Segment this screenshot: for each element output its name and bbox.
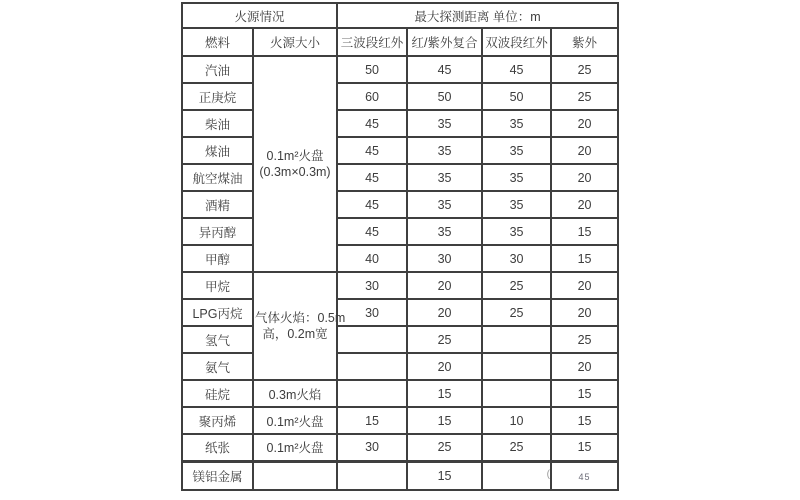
value-cell: 25 — [551, 326, 618, 353]
header-distance-group: 最大探测距离 单位：m — [337, 3, 618, 28]
value-cell: 35 — [482, 191, 551, 218]
table-row — [182, 83, 618, 110]
value-cell: 40 — [337, 245, 407, 272]
value-cell: 45 — [337, 110, 407, 137]
fuel-cell: 硅烷 — [182, 380, 253, 407]
value-cell: 15 — [407, 407, 482, 434]
col-header-fire-size: 火源大小 — [253, 28, 337, 56]
value-cell: 15 — [551, 218, 618, 245]
table-row — [182, 272, 618, 299]
value-cell: 30 — [337, 434, 407, 461]
pan-fire-line2: (0.3m×0.3m) — [259, 165, 331, 179]
value-cell: 20 — [551, 299, 618, 326]
table-row — [182, 353, 618, 380]
table-row — [182, 407, 618, 434]
value-cell: 15 — [337, 407, 407, 434]
value-cell: 45 — [337, 191, 407, 218]
fuel-cell: 镁铝金属 — [182, 461, 253, 490]
value-cell: 25 — [407, 326, 482, 353]
table-row — [182, 56, 618, 83]
value-cell: 35 — [407, 137, 482, 164]
fire-detection-table — [181, 2, 619, 491]
fuel-cell: 柴油 — [182, 110, 253, 137]
table-row — [182, 218, 618, 245]
table-row — [182, 110, 618, 137]
table-row — [182, 434, 618, 461]
fuel-cell: 酒精 — [182, 191, 253, 218]
table-row — [182, 164, 618, 191]
value-cell — [337, 353, 407, 380]
value-cell: 25 — [482, 299, 551, 326]
value-cell: 30 — [407, 245, 482, 272]
value-cell — [551, 461, 618, 490]
gas-flame-line1: 气体火焰：0.5m — [255, 311, 346, 325]
value-cell — [337, 326, 407, 353]
value-cell: 50 — [482, 83, 551, 110]
table-row — [182, 191, 618, 218]
value-cell: 20 — [551, 272, 618, 299]
value-cell: 60 — [337, 83, 407, 110]
value-cell: 15 — [551, 434, 618, 461]
fuel-cell: LPG丙烷 — [182, 299, 253, 326]
value-cell — [337, 461, 407, 490]
fire-size-cell: 0.1m²火盘 — [253, 407, 337, 434]
table-row — [182, 137, 618, 164]
value-cell: 25 — [551, 83, 618, 110]
fire-size-pan-cell — [253, 56, 337, 272]
value-cell: 20 — [407, 272, 482, 299]
col-header-dualband-ir: 双波段红外 — [482, 28, 551, 56]
value-cell: 45 — [482, 56, 551, 83]
fire-size-cell: 0.1m²火盘 — [253, 434, 337, 461]
table-row — [182, 380, 618, 407]
value-cell: 15 — [407, 461, 482, 490]
value-cell: 15 — [551, 245, 618, 272]
value-cell: 25 — [551, 56, 618, 83]
value-cell: 35 — [407, 164, 482, 191]
value-cell: 30 — [337, 272, 407, 299]
value-cell: 15 — [407, 380, 482, 407]
value-cell: 20 — [407, 299, 482, 326]
value-cell: 45 — [407, 56, 482, 83]
fuel-cell: 氢气 — [182, 326, 253, 353]
value-cell: 10 — [482, 407, 551, 434]
value-cell: 45 — [337, 137, 407, 164]
fire-size-gas-cell — [253, 272, 346, 380]
table-row — [182, 326, 618, 353]
col-header-triband-ir: 三波段红外 — [337, 28, 407, 56]
value-cell: 20 — [551, 137, 618, 164]
value-cell: 45 — [337, 164, 407, 191]
fuel-cell: 汽油 — [182, 56, 253, 83]
fuel-cell: 氨气 — [182, 353, 253, 380]
fuel-cell: 正庚烷 — [182, 83, 253, 110]
value-cell: 15 — [551, 380, 618, 407]
value-cell: 15 — [551, 407, 618, 434]
value-cell: 35 — [482, 137, 551, 164]
value-cell: 35 — [482, 164, 551, 191]
table-row — [182, 245, 618, 272]
fuel-cell: 异丙醇 — [182, 218, 253, 245]
fuel-cell: 甲醇 — [182, 245, 253, 272]
fire-detection-table-wrap — [181, 2, 617, 491]
table-row — [182, 461, 618, 490]
value-cell: 35 — [407, 191, 482, 218]
value-cell — [482, 380, 551, 407]
table-row — [182, 299, 618, 326]
stray-mark: ( — [546, 468, 551, 480]
col-header-fuel: 燃料 — [182, 28, 253, 56]
fire-size-cell: 0.3m火焰 — [253, 380, 337, 407]
col-header-ir-uv-composite: 红/紫外复合 — [407, 28, 482, 56]
value-cell: 30 — [337, 299, 407, 326]
value-cell: 20 — [551, 164, 618, 191]
value-cell: 25 — [482, 272, 551, 299]
fuel-cell: 航空煤油 — [182, 164, 253, 191]
value-cell: 20 — [551, 110, 618, 137]
value-cell — [482, 353, 551, 380]
value-cell: 20 — [551, 353, 618, 380]
pan-fire-line1: 0.1m²火盘 — [266, 149, 324, 163]
value-cell: 20 — [551, 191, 618, 218]
header-fire-source-group: 火源情况 — [182, 3, 337, 28]
col-header-uv: 紫外 — [551, 28, 618, 56]
fuel-cell: 煤油 — [182, 137, 253, 164]
value-cell: 45 — [337, 218, 407, 245]
value-cell: 20 — [407, 353, 482, 380]
header-row-groups — [182, 3, 618, 28]
page-number: 45 — [578, 471, 591, 482]
value-cell: 35 — [482, 218, 551, 245]
header-row-columns — [182, 28, 618, 56]
gas-flame-line2: 高，0.2m宽 — [262, 327, 328, 341]
value-cell: 25 — [482, 434, 551, 461]
value-cell: 35 — [482, 110, 551, 137]
value-cell: 25 — [407, 434, 482, 461]
fuel-cell: 纸张 — [182, 434, 253, 461]
fire-size-cell — [253, 461, 337, 490]
fuel-cell: 聚丙烯 — [182, 407, 253, 434]
value-cell: 35 — [407, 110, 482, 137]
value-cell — [482, 326, 551, 353]
value-cell: 50 — [337, 56, 407, 83]
value-cell: 50 — [407, 83, 482, 110]
value-cell — [482, 461, 551, 490]
value-cell: 35 — [407, 218, 482, 245]
fuel-cell: 甲烷 — [182, 272, 253, 299]
value-cell — [337, 380, 407, 407]
value-cell: 30 — [482, 245, 551, 272]
